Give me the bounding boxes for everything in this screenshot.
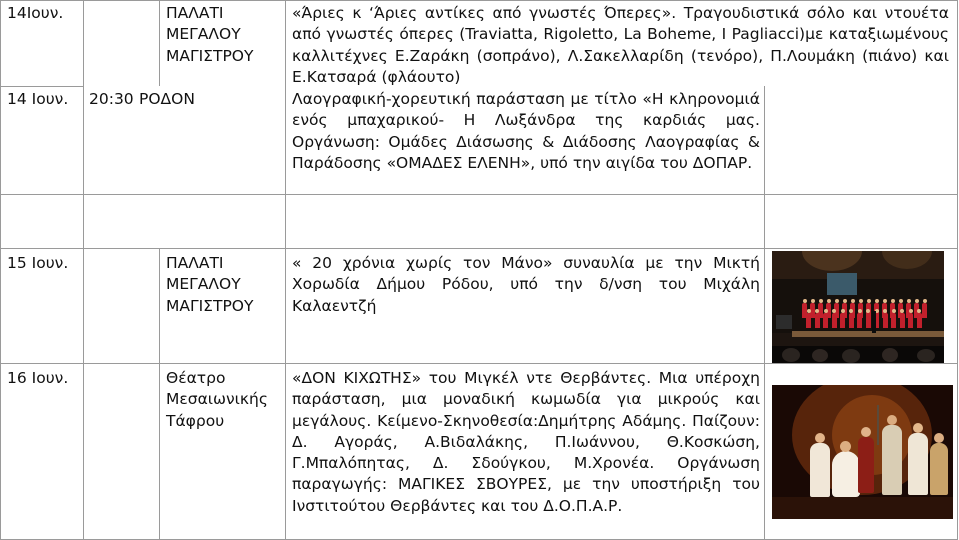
row-divider xyxy=(0,86,83,87)
choir-singer xyxy=(908,313,913,328)
row2-time: 20:30 xyxy=(89,90,134,108)
choir-singer-head xyxy=(915,299,919,303)
choir-singer xyxy=(849,313,854,328)
row-divider xyxy=(0,0,958,1)
row4-description: «ΔΟΝ ΚΙΧΩΤΗΣ» του Μιγκέλ ντε Θερβάντες. Μια υπέροχη παράσταση, μια μοναδική κωμωδία για μικρούς και μεγάλους. Κείμενο-Σκηνοθεσία:Δημήτρης Αδάμης. Παίζουν: Δ. Αγοράς, Α.Βιδαλάκης, Π.Ιωάννου, Θ.Κοσκώση, Γ.Μπαλόπητας, Δ. Σδούγκου, Μ.Χρονέα. Οργάνωση παραγωγής: ΜΑΓΙΚΕΣ ΣΒΟΥΡΕΣ, με την υποστήριξη του Ινστιτούτου Θερβάντες και του Δ.Ο.Π.Α.Ρ. xyxy=(292,369,760,515)
column-divider xyxy=(159,0,160,86)
choir-singer xyxy=(891,313,896,328)
column-divider xyxy=(83,0,84,540)
choir-singer-head xyxy=(923,299,927,303)
choir-singer-head xyxy=(815,309,819,313)
choir-singer-head xyxy=(843,299,847,303)
row-divider xyxy=(0,248,958,249)
row2-date: 14 Ιουν. xyxy=(7,90,69,108)
row1-venue: ΠΑΛΑΤΙ ΜΕΓΑΛΟΥ ΜΑΓΙΣΤΡΟΥ xyxy=(166,4,254,65)
choir-singer-head xyxy=(819,299,823,303)
choir-singer-head xyxy=(866,309,870,313)
choir-singer-head xyxy=(892,309,896,313)
column-divider xyxy=(0,0,1,540)
choir-singer-head xyxy=(867,299,871,303)
choir-singer-head xyxy=(917,309,921,313)
choir-singer xyxy=(832,313,837,328)
choir-singer-head xyxy=(875,299,879,303)
row2-venue: ΡΟΔΟΝ xyxy=(139,90,195,108)
choir-singer xyxy=(900,313,905,328)
choir-singer-head xyxy=(835,299,839,303)
choir-singer-head xyxy=(899,299,903,303)
choir-singer xyxy=(815,313,820,328)
choir-singer-head xyxy=(807,309,811,313)
choir-singer xyxy=(806,313,811,328)
choir-singer-head xyxy=(858,309,862,313)
choir-singer-head xyxy=(827,299,831,303)
choir-singer-head xyxy=(851,299,855,303)
choir-concert-photo xyxy=(772,251,944,363)
choir-singer-head xyxy=(891,299,895,303)
column-divider xyxy=(957,0,958,540)
choir-singer-head xyxy=(803,299,807,303)
row4-date: 16 Ιουν. xyxy=(7,369,69,387)
row3-venue: ΠΑΛΑΤΙ ΜΕΓΑΛΟΥ ΜΑΓΙΣΤΡΟΥ xyxy=(166,254,254,315)
choir-singer xyxy=(917,313,922,328)
choir-singer xyxy=(922,303,927,318)
don-quixote-theater-photo xyxy=(772,385,953,519)
row3-description: « 20 χρόνια χωρίς τον Μάνο» συναυλία με την Μικτή Χορωδία Δήμου Ρόδου, υπό την δ/νση του Μιχάλη Καλαεντζή xyxy=(292,254,760,315)
choir-singer-head xyxy=(909,309,913,313)
choir-singer xyxy=(840,313,845,328)
row1-description: «Άριες κ ‘Άριες αντίκες από γνωστές Όπερες». Τραγουδιστικά σόλο και ντουέτα από γνωστές όπερες (Traviatta, Rigoletto, La Boheme, I Pagliacci)με καταξιωμένους καλλιτέχνες Ε.Ζαράκη (σοπράνο), Λ.Σακελλαρίδη (τενόρο), Π.Λουμάκη (πιάνο) και Ε.Κατσαρά (φλάουτο) xyxy=(292,4,949,86)
column-divider xyxy=(285,0,286,540)
choir-singer-head xyxy=(811,299,815,303)
choir-singer xyxy=(883,313,888,328)
choir-singer-head xyxy=(883,299,887,303)
choir-singer-head xyxy=(883,309,887,313)
choir-singer-head xyxy=(907,299,911,303)
column-divider xyxy=(764,86,765,540)
row1-date: 14Ιουν. xyxy=(7,4,64,22)
choir-singer-head xyxy=(859,299,863,303)
choir-singer-head xyxy=(832,309,836,313)
choir-singer xyxy=(857,313,862,328)
row-divider xyxy=(0,194,958,195)
choir-singer xyxy=(866,313,871,328)
row2-description: Λαογραφική-χορευτική παράσταση με τίτλο «Η κληρονομιά ενός μπαχαρικού- Η Λωξάνδρα της καρδιάς μας. Οργάνωση: Ομάδες Διάσωσης & Διάδοσης Λαογραφίας & Παράδοσης «ΟΜΑΔΕΣ ΕΛΕΝΗ», υπό την αιγίδα του ΔΟΠΑΡ. xyxy=(292,90,760,172)
choir-singer-head xyxy=(849,309,853,313)
row-divider xyxy=(0,363,958,364)
choir-singer-head xyxy=(900,309,904,313)
choir-singer-head xyxy=(841,309,845,313)
row3-date: 15 Ιουν. xyxy=(7,254,69,272)
column-divider xyxy=(159,248,160,540)
choir-singer-head xyxy=(824,309,828,313)
choir-singer xyxy=(823,313,828,328)
row4-venue: Θέατρο Μεσαιωνικής Τάφρου xyxy=(166,369,268,430)
